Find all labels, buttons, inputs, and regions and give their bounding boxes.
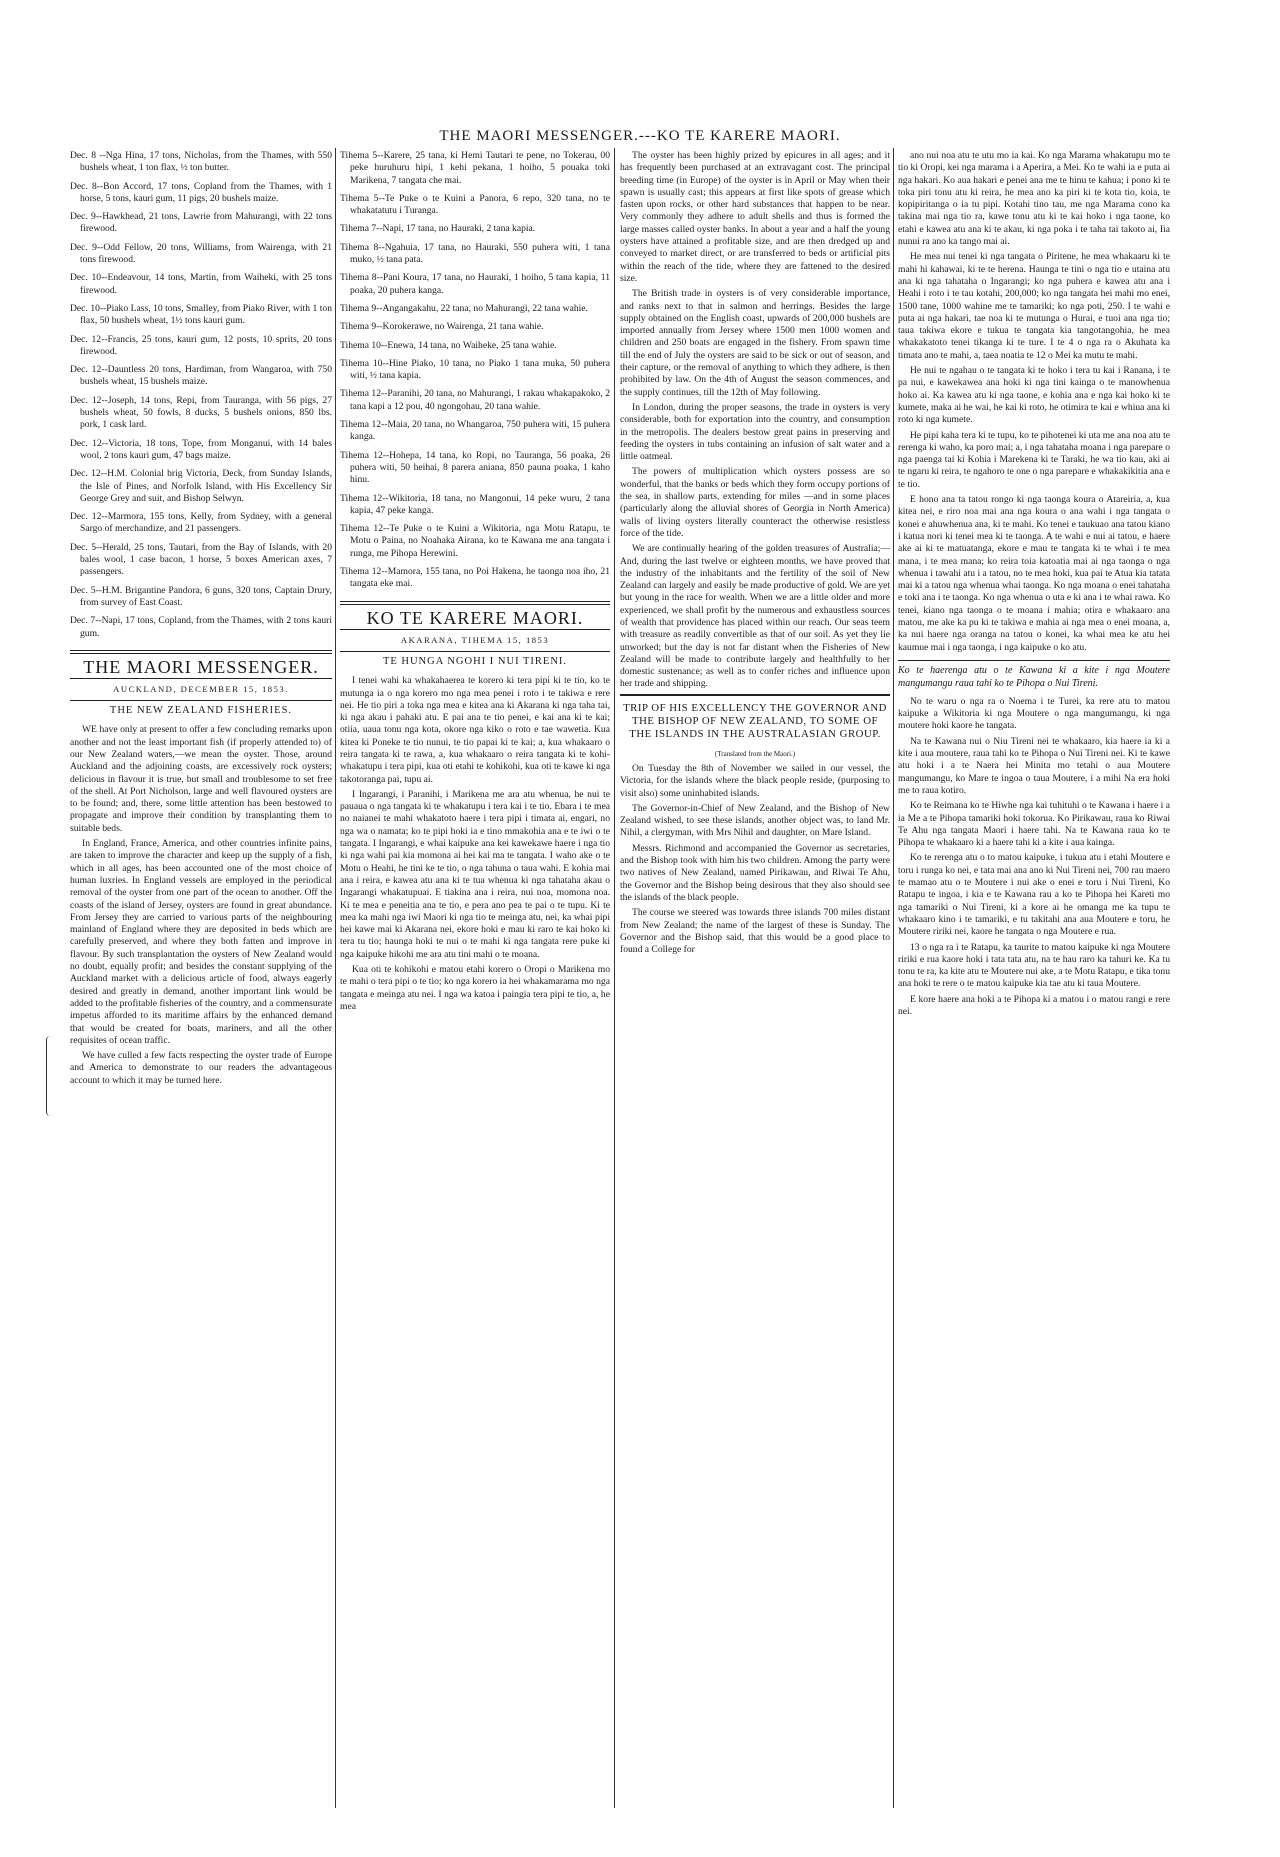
- article-paragraph: He nui te ngahau o te tangata ki te hoko i tera tu kai i Ranana, i te pa nui, e kawekawea ana hoki ki nga tini kainga o te manowhenua hoko ai. Ka kawea atu ki nga taone, e kohia ana e nga kai hoko ki te kumete, maka ai he wai, he kai ki roto, he otimira te kai e whiua ana ki roto ki nga kumete.: [898, 365, 1170, 426]
- shipping-entry: Tihema 10--Enewa, 14 tana, no Waiheke, 25 tana wahie.: [340, 339, 557, 351]
- shipping-entry: Dec. 9--Hawkhead, 21 tons, Lawrie from Mahurangi, with 22 tons firewood.: [70, 211, 332, 235]
- article-paragraph: He pipi kaha tera ki te tupu, ko te pihotenei ki uta me ana noa atu te rerenga ki waho, ka poro mai; a, i nga tahataha moana i nga parepare o nga paenga tai ki Kohia i Marekena ki te Taraki, he wa tio kau, aki ai te ngaru ki reira, te ngahoro te one o nga parepare e whakakikitia ana e te tio.: [898, 429, 1170, 490]
- shipping-entry: Tihema 8--Pani Koura, 17 tana, no Hauraki, 1 hoiho, 5 tana kapia, 11 poaka, 20 puhera kanga.: [340, 272, 610, 296]
- article-paragraph: E hono ana ta tatou rongo ki nga taonga koura o Atareiria, a, kua kitea nei, e riro noa mai ana nga koura o ana wahi i nga tangata o konei e ahuwhenua ana, ki te mahi. Ko tenei e taukuao ana tatou kiano i katua nori ki tenei mea ki te taonga. A te wahi e nui ai tatou, e haere ake ai ki te matuatanga, ekore e mau te tangata ki te whai i te mea mana, i te mea mana; ko reira toia katoatia mai ai nga taonga o nga whenua i tawahi atu i a tatou, no te mea hoki, kua pai te Atua kia tatata mai ki a tatou nga whenua whai taonga. Ko nga moana o enei tahataha e toki ana i te taonga. Ko nga whenua o uta e ki ana i te whai rawa. Ko tenei, kiano nga taonga o te moana i mahia; otira e whakaaro ana matou, me ake ka pu ki te takiwa e mahia ai nga mea o enei moana, a, ka nui haere nga oranga na tatou o konei, ka whai mea ke atu hei kaumue mai i nga taonga, i nga kaipuke o ko atu.: [898, 494, 1170, 653]
- shipping-entry: Tihema 12--Mamora, 155 tana, no Poi Hakena, he taonga noa iho, 21 tangata eke mai.: [340, 566, 610, 590]
- shipping-entry: Dec. 7--Napi, 17 tons, Copland, from the Thames, with 2 tons kauri gum.: [70, 615, 332, 639]
- article-paragraph: He mea nui tenei ki nga tangata o Piritene, he mea whakaaru ki te mahi hi kahawai, ki te te herena. Haunga te tini o nga tio e utaina atu ana ki nga tahataha o Ingarangi; ko nga puhera e kawea atu ana i Heahi i roto i te tau kotahi, 200,000; ko nga tangata hei mahi mo enei, 1500 tane, 1000 wahine me te tamariki; ko nga poti, 250. I te wahi e puta ai nga hakari, tae noa ki te mutunga o Hurai, e tuoi ana nga tio; taua takiwa ekore e tukua te tangata kia tangotangohia, he mea whakakatoto tenei tikanga ki te ture. I te 4 o nga ra o Akuhata ka timata ano te mahi, a, taea noatia te 12 o Mei ka mutu te mahi.: [898, 251, 1170, 361]
- shipping-list-maori: [340, 150, 610, 591]
- pencil-bracket-mark: [46, 1036, 53, 1116]
- shipping-entry: Dec. 9--Odd Fellow, 20 tons, Williams, from Wairenga, with 21 tons firewood.: [70, 241, 332, 266]
- article-paragraph: We have culled a few facts respecting the oyster trade of Europe and America to demonstrate to our readers the advantageous account to which it may be turned here.: [70, 1050, 332, 1086]
- shipping-entry: Tihema 9--Angangakahu, 22 tana, no Mahurangi, 22 tana wahie.: [340, 302, 588, 314]
- shipping-entry: Dec. 12--Francis, 25 tons, kauri gum, 12 posts, 10 sprits, 20 tons firewood.: [70, 333, 332, 357]
- shipping-entry: Tihema 12--Te Puke o te Kuini a Wikitoria, nga Motu Ratapu, te Motu o Paina, no Noahaka Airana, ko te Kawana me ana tangata i runga, me Pihopa Herewini.: [340, 523, 610, 559]
- shipping-entry: Tihema 12--Wikitoria, 18 tana, no Mangonui, 14 peke wuru, 2 tana kapia, 47 peke kanga.: [340, 492, 610, 516]
- shipping-entry: Dec. 12--H.M. Colonial brig Victoria, Deck, from Sunday Islands, the Isle of Pines, and Norfolk Island, with His Excellency Sir George Grey and suit, and Bishop Selwyn.: [70, 468, 332, 504]
- trip-paragraph: Messrs. Richmond and accompanied the Governor as secretaries, and the Bishop took with him his two children. Among the party were two natives of New Zealand, named Pirikawau, and Riwai Te Ahu, the Governor and the Bishop being desirous that they also should see the islands of the black people.: [620, 842, 890, 903]
- article-paragraph: I Ingarangi, i Paranihi, i Marikena me ara atu whenua, he nui te pauaua o nga tangata ki te whakatupu i tera kai i te tio. Ebara i te mea no naianei te mahi whakatoto haere i tera pipi i timata ai, engari, no nga wa o namata; ko te pipi hoki ia e tino mmakohia ana e te iwi o te tangata. I Ingarangi, e whai kaipuke ana kei kawekawe haere i nga tio ki nga wahi pai kia momona ai hei kai ma te tangata. I waho ake o te Motu o Heahi, he tini ke te tio, o nga tahuna o taua wahi. E kohia mai ana i reira, e kawea atu ana ki te tua whenua ki nga tahataha akau o Ingarangi whakatupuai. E tiakina ana i reira, nui noa, momona noa. Ki te mea e peneitia ana te tio, e pera ano pea te pai o te tupu. Ki te mea ka mahi nga iwi Maori ki nga tio te meinga atu, nei, ka whai pipi hei kawe mai ki Akarana nei, ekore hoki e mau ki raro te kai hoko ki tera tu tio; haunga hoki te nui o te mahi ki nga tangata rere puke ki nga kaipuke hikohi me ara atu tini mahi o te moana.: [340, 788, 610, 960]
- shipping-entry: Tihema 7--Napi, 17 tana, no Hauraki, 2 tana kapia.: [340, 223, 536, 235]
- trip-paragraph: The Governor-in-Chief of New Zealand, and the Bishop of New Zealand wished, to see these islands, another object was, to land Mr. Nihil, a clergyman, with Mrs Nihil and daughter, on Mare Island.: [620, 802, 890, 839]
- trip-paragraph: Ko te rerenga atu o to matou kaipuke, i tukua atu i etahi Moutere e toru i runga ko nei, e tata mai ana ano ki Nui Tireni nei, 700 rau maero te mamao atu o te Moutere i nui ake o enei e toru i Nui Tireni, Ko Ratapu te ingoa, i kia e te Kawana rau a ko te Pihopa hei Kareti mo nga tamariki o Nui Tireni, ki a kore ai he omanga me ka tupu te whakaaro kino i te tamariki, e tu takitahi ana aua Moutere e toru, he Moutere ririki nei, kaore he tangata o nga Moutere e rua.: [898, 852, 1170, 938]
- column-rule: [614, 148, 615, 1808]
- article-paragraph: ano nui noa atu te utu mo ia kai. Ko nga Marama whakatupu mo te tio ki Oropi, kei nga marama i a Aperira, a Mei. Ko te wahi ia e puta ai nga hakari. Ko aua hakari e penei ana me te hinu te kahua; i pono ki te toka piri tonu atu ki reira, he mea ano ka piri ki te kota tio, koia, te kopipiritanga o ia tu pipi. Kotahi tino tau, me nga Marama cono ka takina mai nga tio ra, kawe tonu atu ki te kai hoko i nga taone, ko etahi e kawea atu ana ki te akau, ki nga poka i te taha tai takoto ai, Iia nunui ra ano ka tango mai ai.: [898, 150, 1170, 248]
- trip-paragraph: 13 o nga ra i te Ratapu, ka taurite to matou kaipuke ki nga Moutere ririki e rua kaore hoki i tata tata atu, na te hau raro ka tahuri ke. Ka tu tonu te ra, ka kite atu te Moutere nui ake, a te Motu Ratapu, e tika tonu ana hoki te rere o te matou kaipuke kia tae atu ki taua Moutere.: [898, 941, 1171, 990]
- shipping-entry: Tihema 9--Korokerawe, no Wairenga, 21 tana wahie.: [340, 321, 544, 333]
- shipping-entry: Dec. 10--Piako Lass, 10 tons, Smalley, from Piako River, with 1 ton flax, 50 bushels wheat, 1½ tons kauri gum.: [70, 302, 332, 327]
- shipping-list-english: [70, 150, 332, 640]
- shipping-entry: Dec. 5--Herald, 25 tons, Tautari, from the Bay of Islands, with 20 bales wool, 1 case bacon, 1 horse, 5 boxes American axes, 7 passengers.: [70, 541, 332, 578]
- shipping-entry: Dec. 10--Endeavour, 14 tons, Martin, from Waiheki, with 25 tons firewood.: [70, 272, 332, 296]
- trip-paragraph: Ko te Reimana ko te Hiwhe nga kai tuhituhi o te Kawana i haere i a ia Me a te Pihopa tamariki hoki tokorua. Ko Pirikawau, raua ko Riwai Te Ahu nga tangata Maori i haere tahi. Na te Kawana raua ko te Pihopa te whakaaro ki a haere tahi ki a kite i aua kainga.: [898, 800, 1170, 849]
- shipping-entry: Tihema 12--Hohepa, 14 tana, ko Ropi, no Tauranga, 56 poaka, 26 puhera witi, 50 heihai, 8 parera aniana, 850 pauna poaka, 1 kaho hinu.: [340, 449, 610, 486]
- shipping-entry: Tihema 5--Karere, 25 tana, ki Hemi Tautari te pene, no Tokerau, 00 peke huruhuru hipi, 1 kehi pekana, 1 hoiho, 5 pouaka toki Marikena, 7 tangata che mai.: [340, 150, 610, 186]
- shipping-entry: Dec. 12--Joseph, 14 tons, Repi, from Tauranga, with 56 pigs, 27 bushels wheat, 50 fowls, 8 ducks, 5 bushels onions, 850 lbs. pork, 1 cask lard.: [70, 394, 332, 431]
- column-rule: [335, 148, 336, 1808]
- shipping-entry: Dec. 12--Victoria, 18 tons, Tope, from Monganui, with 14 bales wool, 2 tons kauri gum, 47 bags maize.: [70, 437, 332, 461]
- article-paragraph: Kua oti te kohikohi e matou etahi korero o Oropi o Marikena mo te mahi o tera pipi o te tio; ko nga korero ia hei whakamarama mo nga tangata e meinga atu nei. I nga wa katoa i paingia tera pipi te tio, a, he mea: [340, 964, 610, 1012]
- article-paragraph: In London, during the proper seasons, the trade in oysters is very considerable, both for exportation into the country, and consumption in the metropolis. The dealers bestow great pains in preserving and feeding the oysters in tubs containing an infusion of salt water and a little oatmeal.: [620, 401, 890, 463]
- column-rule: [893, 148, 894, 1808]
- article-paragraph: WE have only at present to offer a few concluding remarks upon another and not the least important fish (if properly attended to) of our New Zealand waters,—we mean the oyster. Those, around Auckland and the adjoining coasts, are excessively rock oysters; delicious in flavour it is true, but small and troublesome to set free of the shell. At Port Nicholson, large and well flavoured oysters are to be found; and, there, some little attention has been bestowed to propagate and improve their condition by transplanting them to suitable beds.: [70, 724, 332, 834]
- translation-note: (Translated from the Maori.): [714, 749, 796, 758]
- shipping-entry: Tihema 5--Te Puke o te Kuini a Panora, 6 repo, 320 tana, no te whakatatutu i Turanga.: [340, 192, 610, 217]
- article-paragraph: We are continually hearing of the golden treasures of Australia;—And, during the last twelve or eighteen months, we have proved that the industry of the inhabitants and the fertility of the soil of New Zealand can largely and easily be made productive of gold. We are yet but young in the race for wealth. When we are a little older and more experienced, we shall profit by the numerous and exhaustless sources of wealth that providence has placed within our reach. Our seas teem with treasure as readily convertible as that of our soil. As yet they lie unworked; but the day is not far distant when the Fisheries of New Zealand will be made to contribute largely and healthfully to her domestic sustenance; as well as to confer riches and influence upon her trade and shipping.: [620, 543, 890, 690]
- article-paragraph: The British trade in oysters is of very considerable importance, and ranks next to that in salmon and herrings. Besides the large supply obtained on the English coast, upwards of 200,000 bushels are imported annually from Jersey where 1500 men 1000 women and children and 250 boats are engaged in the fishery. From spawn time till the end of July the oysters are said to be sick or out of season, and their capture, or the removal of anything to which they adhere, is then prohibited by law. On the 4th of August the season commences, and the supply continues, till the 12th of May following.: [620, 288, 890, 398]
- shipping-entry: Tihema 12--Maia, 20 tana, no Whangaroa, 750 puhera witi, 15 puhera kanga.: [340, 419, 610, 443]
- shipping-entry: Dec. 8--Bon Accord, 17 tons, Copland from the Thames, with 1 horse, 5 tons, kauri gum, 11 pigs, 20 bushels maize.: [70, 180, 332, 204]
- trip-title: TRIP OF HIS EXCELLENCY THE GOVERNOR AND THE BISHOP OF NEW ZEALAND, TO SOME OF THE ISLANDS IN THE AUSTRALASIAN GROUP.: [620, 694, 890, 745]
- column-1: [70, 150, 332, 1090]
- article-paragraph: The oyster has been highly prized by epicures in all ages; and it has frequently been purchased at an extravagant cost. The principal breeding time (in Europe) of the oyster is in April or May when their spawn is usually cast; this appears at first like spots of grease which fasten upon rocks, or other hard substances that happen to be near. Very commonly they adhere to adult shells and thus is formed the large masses called oyster banks. In about a year and a half the young oysters have attained a profitable size, and are then dredged up and conveyed to market direct, or are transferred to beds or artificial pits within the reach of the tide, where they are fattened to the desired size.: [620, 150, 890, 284]
- trip-paragraph: The course we steered was towards three islands 700 miles distant from New Zealand; the name of the largest of these is Sunday. The Governor and the Bishop said, that this would be a good place to found a College for: [620, 907, 890, 956]
- article-paragraph: I tenei wahi ka whakahaerea te korero ki tera pipi ki te tio, ko te mutunga ia o nga korero mo nga mea penei i roto i te takiwa e rere nei. He tio piri a toka nga mea e kitea ana ki Akarana ki nga taha tai, ki nga akau i pahaki atu. E pai ana te tio penei, e kai ana ki te kai; otiia, uaua tonu nga kota, okore nga kiko o roto e tae wawetia. Kua kitea ki Poneke te tio nunui, te tio papai ki te kai; a, kua whakaaro o reira tangata ki te rawa, a, kua whakaaro o reira tangata ki te kohi-whakatupu i tera pipi, kua oti etahi te kohikohi, kua oti te kawe ki nga takotoranga pai, tupu ai.: [340, 675, 610, 785]
- article-title: TE HUNGA NGOHI I NUI TIRENI.: [340, 651, 610, 669]
- article-paragraph: The powers of multiplication which oysters possess are so wonderful, that the banks or beds which they form occupy portions of the sea, in shallow parts, extending for miles —and in some places (particularly along the alluvial shores of Georgia in North America) walls of living oysters literally counteract the otherwise resistless force of the tide.: [620, 466, 890, 539]
- column-3: [620, 150, 890, 959]
- shipping-entry: Dec. 12--Marmora, 155 tons, Kelly, from Sydney, with a general Sargo of merchandize, and 21 passengers.: [70, 511, 332, 535]
- masthead-english: THE MAORI MESSENGER.: [70, 650, 332, 679]
- shipping-entry: Tihema 10--Hine Piako, 10 tana, no Piako 1 tana muka, 50 puhera witi, ½ tana kapia.: [340, 357, 610, 382]
- trip-paragraph: On Tuesday the 8th of November we sailed in our vessel, the Victoria, for the islands where the black people reside, (purposing to visit also) some uninhabited islands.: [620, 762, 890, 799]
- trip-heading-maori: Ko te haerenga atu o te Kawana ki a kite i nga Moutere mangumangu raua tahi ko te Pihopa o Nui Tireni.: [898, 660, 1170, 690]
- column-2: [340, 150, 610, 1016]
- article-title: THE NEW ZEALAND FISHERIES.: [70, 700, 332, 718]
- running-head: THE MAORI MESSENGER.---KO TE KARERE MAORI.: [439, 128, 841, 144]
- article-paragraph: In England, France, America, and other countries infinite pains, are taken to improve the character and keep up the supply of a fish, which in all ages, has been accounted one of the most choice of human luxries. In England vessels are employed in the periodical removal of the oyster from one part of the ocean to another. Off the coasts of the island of Jersey, oysters are found in great abundance. From Jersey they are carried to various parts of the neighbouring mainland of England where they are deposited in beds which are carefully preserved, and where they both fatten and improve in flavour. By such transplantation the oysters of New Zealand would no doubt, equally profit; and besides the constant supplying of the Auckland market with a delicious article of food, always eagerly desired and greatly in demand, another important link would be added to the profitable fisheries of the country, and a commensurate impetus afforded to its maritime affairs by the enhanced demand that would be created for boats, mariners, and all the other requisites of ocean traffic.: [70, 838, 332, 1046]
- column-4: [898, 150, 1170, 1021]
- dateline: AUCKLAND, DECEMBER 15, 1853.: [113, 684, 289, 694]
- shipping-entry: Tihema 12--Paranihi, 20 tana, no Mahurangi, 1 rakau whakapakoko, 2 tana kapi a 12 pou, 40 ngongohau, 20 tana wahie.: [340, 388, 610, 412]
- trip-paragraph: No te waru o nga ra o Noema i te Turei, ka rere atu to matou kaipuke a Wikitoria ki nga Moutere o nga mangumangu, ki nga moutere hoki kaore he tangata.: [898, 695, 1170, 732]
- shipping-entry: Dec. 8 --Nga Hina, 17 tons, Nicholas, from the Thames, with 550 bushels wheat, 1 ton flax, ½ ton butter.: [70, 150, 332, 174]
- dateline: AKARANA, TIHEMA 15, 1853: [400, 634, 550, 645]
- masthead-maori: KO TE KARERE MAORI.: [340, 601, 610, 630]
- shipping-entry: Tihema 8--Ngahuia, 17 tana, no Hauraki, 550 puhera witi, 1 tana muko, ½ tana pata.: [340, 241, 610, 266]
- trip-paragraph: Na te Kawana nui o Niu Tireni nei te whakaaro, kia haere ia ki a kite i aua moutere, raua tahi ko te Pihopa o Nui Tireni nei. Ki te kawe atu hoki i a te Naera hei Minita mo tetahi o aua Moutere mangumangu, ko Mare te ingoa o taua Moutere, i a mihi Na era hoki me to raua kotiro.: [898, 735, 1170, 796]
- trip-paragraph: E kore haere ana hoki a te Pihopa ki a matou i o matou rangi e rere nei.: [898, 993, 1170, 1017]
- shipping-entry: Dec. 5--H.M. Brigantine Pandora, 6 guns, 320 tons, Captain Drury, from survey of East Coast.: [70, 584, 332, 608]
- shipping-entry: Dec. 12--Dauntless 20 tons, Hardiman, from Wangaroa, with 750 bushels wheat, 15 bushels maize.: [70, 364, 332, 388]
